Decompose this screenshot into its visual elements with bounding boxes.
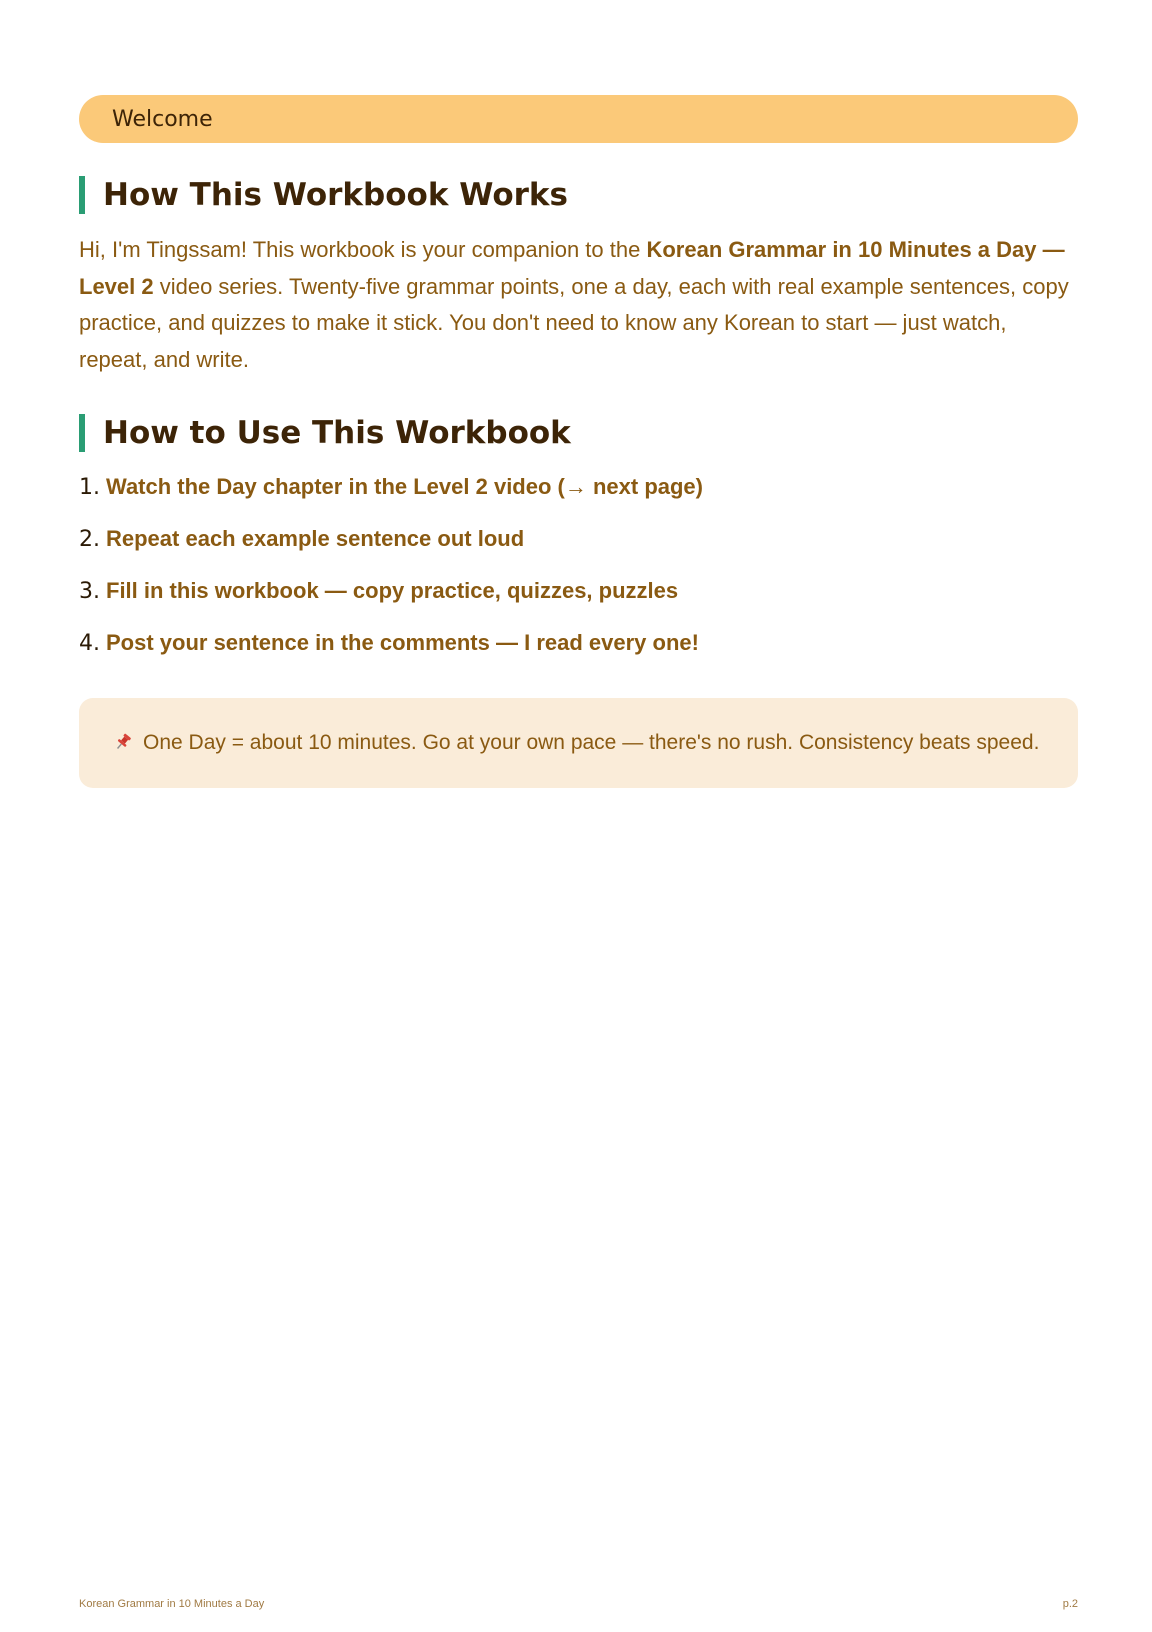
pushpin-icon [113,732,133,755]
intro-text-part1: Hi, I'm Tingssam! This workbook is your companion to the [79,237,647,262]
section-heading-how-it-works [79,176,1078,214]
intro-series-title: Korean Grammar in 10 Minutes a Day — Level 2 [79,237,1065,299]
step-text: Repeat each example sentence out loud [106,526,525,551]
list-item [79,630,1078,660]
tip-text: One Day = about 10 minutes. Go at your own pace — there's no rush. Consistency beats speed. [143,731,1040,754]
step-text: Fill in this workbook — copy practice, quizzes, puzzles [106,578,679,603]
step-number: 2. [79,527,100,552]
heading-accent-bar [79,414,85,452]
heading-how-to-use: How to Use This Workbook [103,415,571,451]
heading-accent-bar [79,176,85,214]
footer-title: Korean Grammar in 10 Minutes a Day [79,1598,265,1610]
heading-how-it-works: How This Workbook Works [103,177,568,213]
step-text: Post your sentence in the comments — I read every one! [106,630,699,655]
step-number: 4. [79,631,100,656]
step-number: 1. [79,475,100,500]
banner-label: Welcome [112,106,213,132]
section-heading-how-to-use [79,414,1078,452]
page-number: p.2 [1062,1598,1078,1610]
list-item [79,578,1078,608]
welcome-banner [79,95,1078,143]
tip-callout [79,698,1078,788]
list-item [79,474,1078,504]
intro-paragraph [79,232,1078,378]
workbook-page [79,95,1078,788]
step-number: 3. [79,579,100,604]
intro-text-part2: video series. Twenty-five grammar points, one a day, each with real example sentences, copy practice, and quizzes to make it stick. You don't need to know any Korean to start — just watch, repeat, and write. [79,273,1069,372]
steps-list [79,474,1078,660]
step-text: Watch the Day chapter in the Level 2 video (→ next page) [106,474,703,499]
list-item [79,526,1078,556]
